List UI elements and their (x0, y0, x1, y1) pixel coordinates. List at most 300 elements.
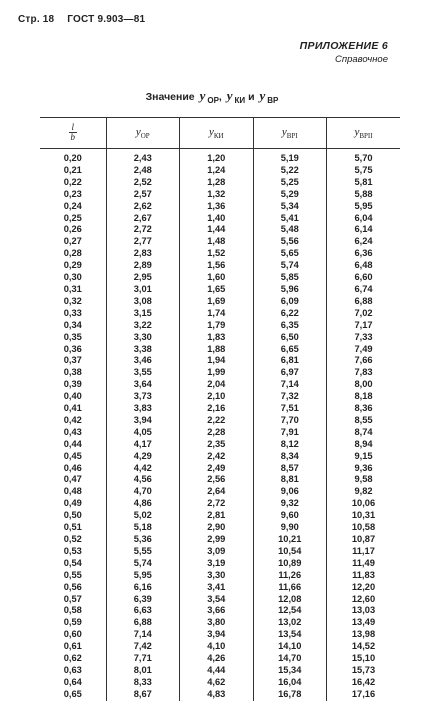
table-title-sym1: y (199, 88, 206, 103)
cell-y-vr1: 7,70 (253, 415, 327, 427)
cell-y-or: 2,57 (106, 189, 180, 201)
cell-y-vr1: 7,91 (253, 427, 327, 439)
cell-y-ki: 3,19 (180, 558, 254, 570)
cell-l-b: 0,48 (63, 486, 82, 497)
appendix-subtitle: Справочное (335, 54, 388, 65)
cell-y-or: 4,56 (106, 474, 180, 486)
cell-y-ki: 1,40 (180, 213, 254, 225)
table-title-sub2: КИ (234, 96, 246, 106)
cell-y-or: 2,62 (106, 201, 180, 213)
cell-y-vr1: 9,06 (253, 486, 327, 498)
cell-y-ki: 1,65 (180, 284, 254, 296)
table-title-conj: и (248, 91, 255, 103)
cell-y-vr1: 16,78 (253, 689, 327, 701)
table-row (40, 296, 400, 308)
cell-y-vr2: 5,95 (327, 201, 401, 213)
cell-y-vr2: 9,82 (327, 486, 401, 498)
table-row (40, 534, 400, 546)
table-row (40, 320, 400, 332)
page-header (18, 14, 155, 25)
header-symbol: y (354, 125, 360, 138)
cell-y-vr2: 13,98 (327, 629, 401, 641)
cell-y-or: 6,63 (106, 605, 180, 617)
table-row (40, 344, 400, 356)
cell-y-vr2: 7,33 (327, 332, 401, 344)
cell-y-vr2: 9,36 (327, 463, 401, 475)
cell-y-vr1: 5,19 (253, 149, 327, 165)
fraction-denominator: b (70, 132, 75, 142)
cell-y-or: 6,39 (106, 594, 180, 606)
cell-y-ki: 4,26 (180, 653, 254, 665)
cell-y-vr2: 8,00 (327, 379, 401, 391)
cell-l-b: 0,23 (63, 188, 82, 199)
cell-y-or: 2,67 (106, 213, 180, 225)
cell-l-b: 0,43 (63, 426, 82, 437)
cell-y-or: 2,48 (106, 165, 180, 177)
cell-y-vr1: 6,65 (253, 344, 327, 356)
table-row (40, 653, 400, 665)
cell-y-vr2: 9,15 (327, 451, 401, 463)
cell-y-vr2: 14,52 (327, 641, 401, 653)
cell-y-or: 2,95 (106, 272, 180, 284)
table-row (40, 498, 400, 510)
fraction-numerator: l (69, 123, 78, 133)
cell-y-ki: 2,35 (180, 439, 254, 451)
cell-y-vr2: 12,20 (327, 582, 401, 594)
cell-l-b: 0,55 (63, 569, 82, 580)
cell-y-or: 3,83 (106, 403, 180, 415)
cell-y-vr2: 5,70 (327, 149, 401, 165)
cell-l-b: 0,62 (63, 653, 82, 664)
cell-l-b: 0,25 (63, 212, 82, 223)
cell-l-b: 0,63 (63, 664, 82, 675)
table-title-sub3: ВР (267, 96, 279, 106)
cell-y-or: 3,64 (106, 379, 180, 391)
cell-y-vr2: 8,94 (327, 439, 401, 451)
cell-y-ki: 2,81 (180, 510, 254, 522)
cell-y-or: 6,16 (106, 582, 180, 594)
cell-y-vr1: 10,54 (253, 546, 327, 558)
cell-l-b: 0,39 (63, 379, 82, 390)
table-row (40, 284, 400, 296)
cell-y-vr1: 6,35 (253, 320, 327, 332)
cell-l-b: 0,45 (63, 450, 82, 461)
cell-y-vr2: 9,58 (327, 474, 401, 486)
cell-y-vr1: 12,54 (253, 605, 327, 617)
cell-y-ki: 2,16 (180, 403, 254, 415)
cell-l-b: 0,40 (63, 391, 82, 402)
table-row (40, 213, 400, 225)
table-row (40, 510, 400, 522)
cell-y-ki: 1,83 (180, 332, 254, 344)
cell-y-or: 3,55 (106, 367, 180, 379)
cell-y-ki: 4,83 (180, 689, 254, 701)
cell-l-b: 0,21 (63, 164, 82, 175)
table-row (40, 165, 400, 177)
cell-y-vr2: 6,04 (327, 213, 401, 225)
table-row (40, 149, 400, 165)
cell-y-vr2: 16,42 (327, 677, 401, 689)
cell-y-vr1: 5,34 (253, 201, 327, 213)
table-row (40, 272, 400, 284)
cell-l-b: 0,20 (63, 153, 82, 163)
cell-y-or: 3,30 (106, 332, 180, 344)
cell-y-ki: 1,56 (180, 260, 254, 272)
cell-y-or: 2,77 (106, 236, 180, 248)
cell-y-vr1: 15,34 (253, 665, 327, 677)
header-symbol: y (208, 125, 214, 138)
table-row (40, 308, 400, 320)
cell-y-vr2: 7,66 (327, 355, 401, 367)
cell-y-or: 3,94 (106, 415, 180, 427)
cell-y-vr2: 11,83 (327, 570, 401, 582)
cell-y-ki: 4,44 (180, 665, 254, 677)
cell-l-b: 0,57 (63, 593, 82, 604)
cell-l-b: 0,47 (63, 474, 82, 485)
header-subscript: ВРII (359, 132, 373, 141)
cell-y-ki: 1,69 (180, 296, 254, 308)
cell-y-vr2: 13,49 (327, 617, 401, 629)
cell-y-vr1: 9,90 (253, 522, 327, 534)
header-subscript: ВРI (286, 132, 298, 141)
cell-y-vr2: 8,18 (327, 391, 401, 403)
cell-l-b: 0,60 (63, 629, 82, 640)
cell-l-b: 0,22 (63, 176, 82, 187)
values-table (40, 117, 400, 701)
header-subscript: КИ (213, 132, 224, 141)
cell-y-ki: 3,66 (180, 605, 254, 617)
cell-y-ki: 2,28 (180, 427, 254, 439)
cell-y-vr1: 6,81 (253, 355, 327, 367)
cell-y-ki: 1,48 (180, 236, 254, 248)
cell-y-vr1: 5,96 (253, 284, 327, 296)
cell-y-vr1: 7,14 (253, 379, 327, 391)
cell-y-or: 3,22 (106, 320, 180, 332)
cell-y-or: 8,33 (106, 677, 180, 689)
cell-y-vr1: 12,08 (253, 594, 327, 606)
cell-y-or: 3,15 (106, 308, 180, 320)
cell-y-ki: 1,74 (180, 308, 254, 320)
cell-y-or: 7,71 (106, 653, 180, 665)
cell-y-ki: 3,80 (180, 617, 254, 629)
table-row (40, 248, 400, 260)
cell-y-vr2: 5,81 (327, 177, 401, 189)
cell-y-ki: 2,10 (180, 391, 254, 403)
standard-code: ГОСТ 9.903—81 (67, 14, 146, 25)
fraction-l-b (69, 123, 78, 142)
table-row (40, 522, 400, 534)
cell-l-b: 0,58 (63, 605, 82, 616)
cell-y-vr1: 7,51 (253, 403, 327, 415)
cell-y-or: 4,42 (106, 463, 180, 475)
cell-y-vr2: 6,74 (327, 284, 401, 296)
table-row (40, 689, 400, 701)
cell-y-ki: 1,24 (180, 165, 254, 177)
table-row (40, 427, 400, 439)
cell-y-vr1: 8,81 (253, 474, 327, 486)
cell-y-or: 8,67 (106, 689, 180, 701)
table-row (40, 391, 400, 403)
appendix-title: ПРИЛОЖЕНИЕ 6 (299, 40, 388, 52)
cell-y-or: 5,18 (106, 522, 180, 534)
cell-y-vr2: 6,24 (327, 236, 401, 248)
appendix-block (300, 40, 388, 65)
cell-y-vr1: 13,54 (253, 629, 327, 641)
cell-y-vr2: 6,60 (327, 272, 401, 284)
cell-y-or: 4,17 (106, 439, 180, 451)
cell-y-or: 8,01 (106, 665, 180, 677)
cell-y-or: 3,73 (106, 391, 180, 403)
cell-y-ki: 1,88 (180, 344, 254, 356)
cell-l-b: 0,41 (63, 403, 82, 414)
cell-y-ki: 4,62 (180, 677, 254, 689)
table-title: Значение y $_{ОР}$, y $_{КИ}$ и y $_{ВР}$ (145, 88, 279, 106)
table-row (40, 403, 400, 415)
cell-l-b: 0,35 (63, 331, 82, 342)
cell-y-ki: 2,56 (180, 474, 254, 486)
cell-l-b: 0,28 (63, 248, 82, 259)
table-row (40, 201, 400, 213)
cell-y-vr1: 11,66 (253, 582, 327, 594)
cell-y-vr2: 10,58 (327, 522, 401, 534)
cell-l-b: 0,50 (63, 510, 82, 521)
cell-y-vr2: 11,17 (327, 546, 401, 558)
table-row (40, 677, 400, 689)
cell-y-ki: 1,32 (180, 189, 254, 201)
cell-y-vr1: 5,56 (253, 236, 327, 248)
table-row (40, 558, 400, 570)
header-l-over-b (40, 118, 106, 149)
cell-y-vr2: 10,06 (327, 498, 401, 510)
cell-y-ki: 3,54 (180, 594, 254, 606)
cell-y-vr2: 8,74 (327, 427, 401, 439)
table-row (40, 629, 400, 641)
cell-y-vr1: 8,57 (253, 463, 327, 475)
cell-y-vr1: 6,09 (253, 296, 327, 308)
page-number: Стр. 18 (18, 14, 55, 25)
cell-y-or: 2,52 (106, 177, 180, 189)
table-row (40, 415, 400, 427)
table-row (40, 379, 400, 391)
cell-y-vr1: 7,32 (253, 391, 327, 403)
cell-y-vr1: 10,89 (253, 558, 327, 570)
cell-y-or: 4,05 (106, 427, 180, 439)
cell-y-vr2: 5,75 (327, 165, 401, 177)
cell-y-ki: 3,30 (180, 570, 254, 582)
table-row (40, 605, 400, 617)
cell-y-or: 7,14 (106, 629, 180, 641)
cell-l-b: 0,54 (63, 557, 82, 568)
cell-y-vr2: 7,49 (327, 344, 401, 356)
cell-y-vr1: 16,04 (253, 677, 327, 689)
table-title-sym2: y (226, 88, 233, 103)
cell-y-or: 7,42 (106, 641, 180, 653)
table-row (40, 617, 400, 629)
cell-y-or: 4,29 (106, 451, 180, 463)
table-row (40, 486, 400, 498)
table-row (40, 570, 400, 582)
cell-y-vr2: 15,73 (327, 665, 401, 677)
cell-y-ki: 2,64 (180, 486, 254, 498)
table-row (40, 260, 400, 272)
cell-y-ki: 3,94 (180, 629, 254, 641)
cell-y-vr2: 13,03 (327, 605, 401, 617)
header-y-ki (180, 118, 254, 149)
cell-y-ki: 4,10 (180, 641, 254, 653)
table-row (40, 439, 400, 451)
cell-y-or: 2,89 (106, 260, 180, 272)
cell-l-b: 0,61 (63, 641, 82, 652)
cell-l-b: 0,44 (63, 438, 82, 449)
cell-y-ki: 1,20 (180, 149, 254, 165)
cell-y-vr2: 6,14 (327, 224, 401, 236)
cell-y-or: 4,70 (106, 486, 180, 498)
cell-l-b: 0,49 (63, 498, 82, 509)
cell-l-b: 0,52 (63, 534, 82, 544)
cell-l-b: 0,53 (63, 545, 82, 556)
cell-y-ki: 1,60 (180, 272, 254, 284)
header-symbol: y (135, 125, 141, 138)
table-header-row (40, 118, 400, 149)
cell-y-vr2: 5,88 (327, 189, 401, 201)
table-row (40, 546, 400, 558)
cell-y-ki: 3,41 (180, 582, 254, 594)
cell-y-ki: 1,94 (180, 355, 254, 367)
cell-l-b: 0,27 (63, 236, 82, 247)
table-row (40, 177, 400, 189)
cell-y-ki: 2,90 (180, 522, 254, 534)
cell-y-ki: 1,28 (180, 177, 254, 189)
header-symbol: y (281, 125, 287, 138)
cell-y-vr1: 5,85 (253, 272, 327, 284)
table-row (40, 332, 400, 344)
cell-l-b: 0,59 (63, 617, 82, 628)
cell-y-or: 2,72 (106, 224, 180, 236)
cell-y-vr1: 5,25 (253, 177, 327, 189)
cell-y-vr2: 17,16 (327, 689, 401, 701)
cell-y-vr1: 8,34 (253, 451, 327, 463)
cell-y-vr1: 14,70 (253, 653, 327, 665)
cell-y-ki: 2,49 (180, 463, 254, 475)
cell-l-b: 0,32 (63, 295, 82, 306)
table-title-sym3: y (259, 88, 266, 103)
cell-l-b: 0,46 (63, 462, 82, 473)
cell-l-b: 0,36 (63, 343, 82, 354)
cell-y-ki: 2,42 (180, 451, 254, 463)
cell-y-or: 5,02 (106, 510, 180, 522)
cell-y-vr2: 12,60 (327, 594, 401, 606)
table-row (40, 641, 400, 653)
cell-y-vr2: 8,55 (327, 415, 401, 427)
cell-y-vr1: 11,26 (253, 570, 327, 582)
cell-y-vr1: 8,12 (253, 439, 327, 451)
cell-y-ki: 1,99 (180, 367, 254, 379)
cell-y-vr1: 6,97 (253, 367, 327, 379)
header-y-vr1 (253, 118, 327, 149)
cell-l-b: 0,30 (63, 272, 82, 283)
cell-l-b: 0,64 (63, 676, 82, 687)
cell-y-ki: 3,09 (180, 546, 254, 558)
cell-y-ki: 2,04 (180, 379, 254, 391)
cell-y-or: 3,08 (106, 296, 180, 308)
cell-y-vr1: 13,02 (253, 617, 327, 629)
cell-y-vr2: 7,83 (327, 367, 401, 379)
cell-y-or: 5,55 (106, 546, 180, 558)
cell-y-vr1: 5,74 (253, 260, 327, 272)
cell-y-vr2: 6,36 (327, 248, 401, 260)
table-row (40, 665, 400, 677)
cell-y-vr2: 10,31 (327, 510, 401, 522)
cell-y-vr1: 9,32 (253, 498, 327, 510)
cell-l-b: 0,31 (63, 283, 82, 294)
cell-y-or: 4,86 (106, 498, 180, 510)
cell-l-b: 0,38 (63, 367, 82, 378)
header-y-or (106, 118, 180, 149)
cell-y-or: 3,38 (106, 344, 180, 356)
cell-y-vr2: 7,17 (327, 320, 401, 332)
cell-y-vr2: 6,48 (327, 260, 401, 272)
cell-y-vr1: 5,41 (253, 213, 327, 225)
cell-y-ki: 1,52 (180, 248, 254, 260)
cell-y-vr2: 7,02 (327, 308, 401, 320)
table-row (40, 367, 400, 379)
cell-y-vr1: 6,50 (253, 332, 327, 344)
cell-y-ki: 1,44 (180, 224, 254, 236)
table-body (40, 149, 400, 701)
cell-y-or: 2,83 (106, 248, 180, 260)
cell-y-vr1: 5,29 (253, 189, 327, 201)
cell-y-vr2: 6,88 (327, 296, 401, 308)
header-subscript: ОР (140, 132, 150, 141)
cell-l-b: 0,29 (63, 260, 82, 271)
cell-y-vr2: 11,49 (327, 558, 401, 570)
table-row (40, 355, 400, 367)
cell-y-vr2: 15,10 (327, 653, 401, 665)
cell-y-ki: 1,36 (180, 201, 254, 213)
cell-y-or: 3,46 (106, 355, 180, 367)
table-row (40, 451, 400, 463)
cell-l-b: 0,65 (63, 688, 82, 699)
cell-l-b: 0,37 (63, 355, 82, 366)
cell-y-or: 6,88 (106, 617, 180, 629)
cell-l-b: 0,26 (63, 224, 82, 235)
table-row (40, 189, 400, 201)
cell-y-vr1: 5,22 (253, 165, 327, 177)
table-row (40, 463, 400, 475)
cell-y-or: 5,95 (106, 570, 180, 582)
table-row (40, 582, 400, 594)
cell-l-b: 0,34 (63, 319, 82, 330)
table-title-sub1: ОР (207, 96, 219, 106)
cell-y-vr2: 10,87 (327, 534, 401, 546)
cell-y-ki: 2,99 (180, 534, 254, 546)
cell-y-vr1: 9,60 (253, 510, 327, 522)
cell-l-b: 0,42 (63, 414, 82, 425)
cell-l-b: 0,24 (63, 200, 82, 211)
cell-l-b: 0,33 (63, 307, 82, 318)
cell-y-vr1: 14,10 (253, 641, 327, 653)
table-title-prefix: Значение (145, 91, 195, 103)
table-row (40, 236, 400, 248)
cell-y-ki: 2,72 (180, 498, 254, 510)
header-y-vr2 (327, 118, 401, 149)
table-row (40, 594, 400, 606)
cell-y-or: 5,36 (106, 534, 180, 546)
cell-y-vr1: 6,22 (253, 308, 327, 320)
cell-l-b: 0,56 (63, 581, 82, 592)
cell-y-vr1: 5,65 (253, 248, 327, 260)
cell-y-ki: 2,22 (180, 415, 254, 427)
